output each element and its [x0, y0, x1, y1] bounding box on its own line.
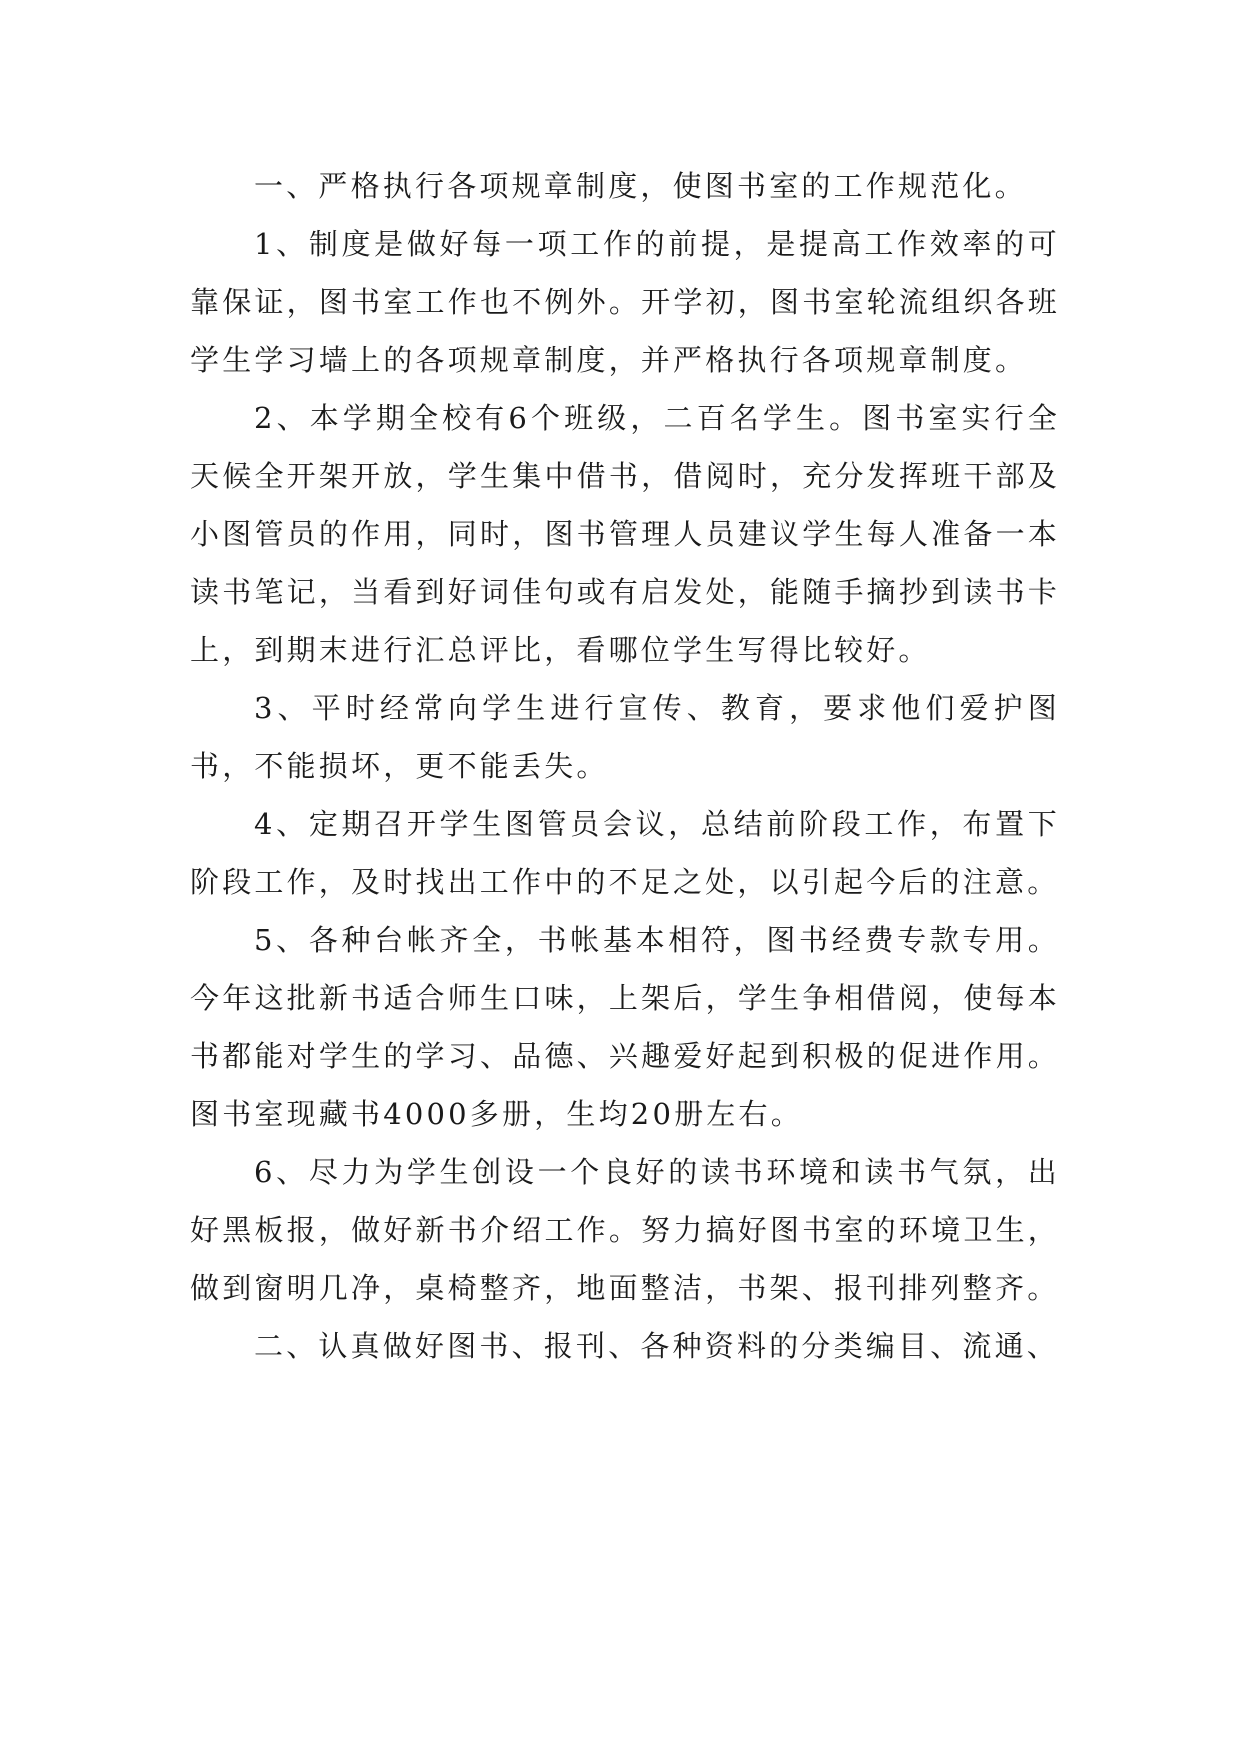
paragraph-item-5: 5、各种台帐齐全，书帐基本相符，图书经费专款专用。今年这批新书适合师生口味，上架后，学生争相借阅，使每本书都能对学生的学习、品德、兴趣爱好起到积极的促进作用。图书室现藏书4000多册，生均20册左右。 — [190, 923, 1060, 1131]
paragraph-item-2: 2、本学期全校有6个班级，二百名学生。图书室实行全天候全开架开放，学生集中借书，借阅时，充分发挥班干部及小图管员的作用，同时，图书管理人员建议学生每人准备一本读书笔记，当看到好词佳句或有启发处，能随手摘抄到读书卡上，到期末进行汇总评比，看哪位学生写得比较好。 — [190, 401, 1060, 667]
paragraph-item-3: 3、平时经常向学生进行宣传、教育，要求他们爱护图书，不能损坏，更不能丢失。 — [190, 691, 1060, 783]
paragraph-item-6: 6、尽力为学生创设一个良好的读书环境和读书气氛，出好黑板报，做好新书介绍工作。努力搞好图书室的环境卫生，做到窗明几净，桌椅整齐，地面整洁，书架、报刊排列整齐。 — [190, 1155, 1060, 1305]
paragraph-item-4: 4、定期召开学生图管员会议，总结前阶段工作，布置下阶段工作，及时找出工作中的不足之处，以引起今后的注意。 — [190, 807, 1060, 899]
document-body — [190, 157, 1060, 1375]
section-heading-2: 二、认真做好图书、报刊、各种资料的分类编目、流通、 — [254, 1329, 1060, 1363]
paragraph-item-1: 1、制度是做好每一项工作的前提，是提高工作效率的可靠保证，图书室工作也不例外。开学初，图书室轮流组织各班学生学习墙上的各项规章制度，并严格执行各项规章制度。 — [190, 227, 1060, 377]
section-heading-1: 一、严格执行各项规章制度，使图书室的工作规范化。 — [254, 169, 1027, 203]
